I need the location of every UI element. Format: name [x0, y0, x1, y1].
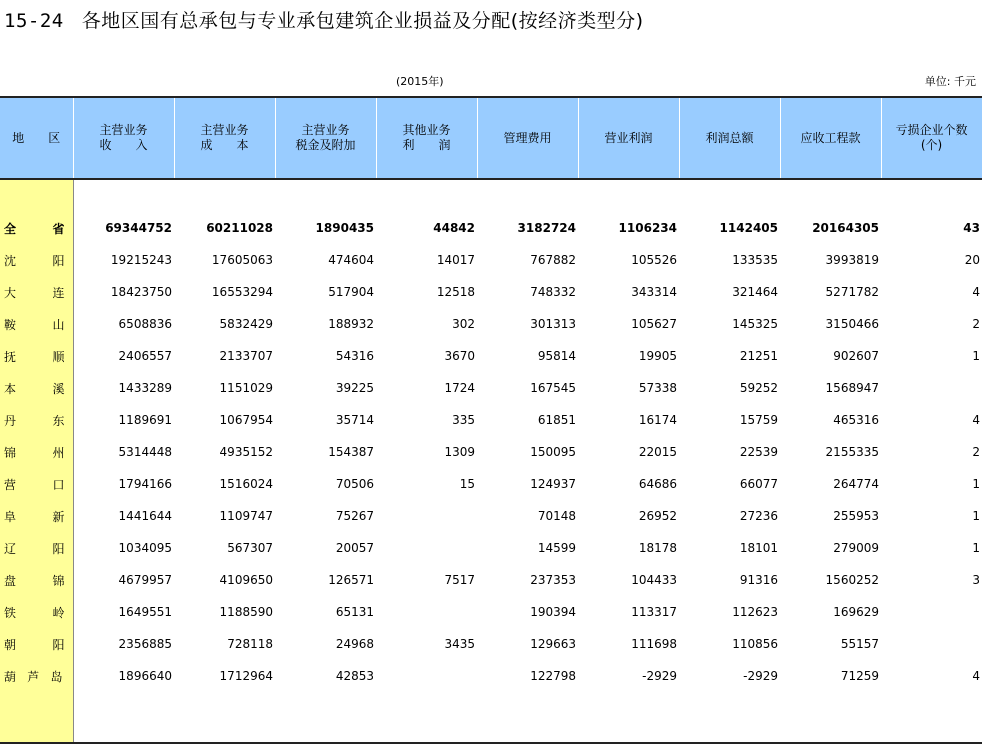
- value-cell: 190394: [530, 605, 576, 619]
- column-header-9: [881, 97, 982, 179]
- value-cell: 1309: [444, 445, 475, 459]
- value-cell: 1: [972, 541, 980, 555]
- table-row: [0, 660, 982, 692]
- value-cell: 3150466: [825, 317, 879, 331]
- value-cell: [881, 628, 982, 660]
- value-cell: 24968: [335, 637, 374, 651]
- year-label: (2015年): [396, 75, 444, 88]
- table-row: [0, 564, 982, 596]
- value-cell: 169629: [833, 605, 879, 619]
- table-row: [0, 532, 982, 564]
- column-header-line1: 其他业务: [402, 123, 451, 137]
- value-cell: 2406557: [118, 349, 172, 363]
- column-header-5: [477, 97, 578, 179]
- value-cell: 2: [972, 445, 980, 459]
- value-cell: 14599: [537, 541, 576, 555]
- value-cell: [881, 372, 982, 404]
- value-cell: 343314: [631, 285, 677, 299]
- value-cell: 110856: [732, 637, 778, 651]
- value-cell: 4: [972, 285, 980, 299]
- value-cell: [376, 532, 477, 564]
- value-cell: 20057: [335, 541, 374, 555]
- table-title: 各地区国有总承包与专业承包建筑企业损益及分配(按经济类型分): [81, 10, 644, 32]
- value-cell: 17605063: [211, 253, 273, 267]
- column-header-line1: 利润总额: [705, 130, 754, 145]
- value-cell: 1516024: [219, 477, 273, 491]
- value-cell: 55157: [840, 637, 879, 651]
- spacer-cell: [376, 692, 477, 743]
- value-cell: 6508836: [118, 317, 172, 331]
- value-cell: 1067954: [219, 413, 273, 427]
- column-header-region: [0, 97, 73, 179]
- value-cell: 16553294: [211, 285, 273, 299]
- value-cell: 35714: [335, 413, 374, 427]
- column-header-7: [679, 97, 780, 179]
- table-row: [0, 596, 982, 628]
- value-cell: 517904: [328, 285, 374, 299]
- value-cell: 167545: [530, 381, 576, 395]
- value-cell: 133535: [732, 253, 778, 267]
- value-cell: 66077: [739, 477, 778, 491]
- region-cell: 辽阳: [0, 532, 73, 564]
- total-row: [0, 212, 982, 244]
- value-cell: 27236: [739, 509, 778, 523]
- value-cell: [376, 500, 477, 532]
- spacer-cell: [174, 179, 275, 212]
- region-cell: 丹东: [0, 404, 73, 436]
- value-cell: 75267: [335, 509, 374, 523]
- page-title: [4, 6, 644, 33]
- value-cell: 22015: [638, 445, 677, 459]
- table-row: [0, 500, 982, 532]
- value-cell: 71259: [840, 669, 879, 683]
- value-cell: 20164305: [812, 221, 879, 235]
- value-cell: 567307: [227, 541, 273, 555]
- value-cell: 150095: [530, 445, 576, 459]
- value-cell: 15: [459, 477, 475, 491]
- value-cell: 301313: [530, 317, 576, 331]
- value-cell: 19215243: [110, 253, 172, 267]
- value-cell: 465316: [833, 413, 879, 427]
- spacer-cell: [73, 179, 174, 212]
- value-cell: 1794166: [118, 477, 172, 491]
- value-cell: 124937: [530, 477, 576, 491]
- column-header-line1: 主营业务: [99, 123, 148, 137]
- spacer-cell: [578, 692, 679, 743]
- column-header-8: [780, 97, 881, 179]
- value-cell: 129663: [530, 637, 576, 651]
- spacer-cell: [275, 692, 376, 743]
- spacer-cell: [0, 179, 73, 212]
- table-body: [0, 179, 982, 743]
- value-cell: 43: [963, 221, 980, 235]
- value-cell: 20: [964, 253, 980, 267]
- value-cell: 16174: [638, 413, 677, 427]
- region-cell: 营口: [0, 468, 73, 500]
- value-cell: 111698: [631, 637, 677, 651]
- value-cell: 2: [972, 317, 980, 331]
- value-cell: 2133707: [219, 349, 273, 363]
- value-cell: 145325: [732, 317, 778, 331]
- value-cell: 1441644: [118, 509, 172, 523]
- value-cell: [376, 660, 477, 692]
- spacer-cell: [881, 179, 982, 212]
- value-cell: 4935152: [219, 445, 273, 459]
- value-cell: 15759: [739, 413, 778, 427]
- value-cell: 302: [452, 317, 475, 331]
- value-cell: 70148: [537, 509, 576, 523]
- column-header-line2: (个): [920, 138, 943, 152]
- value-cell: 57338: [638, 381, 677, 395]
- value-cell: 1560252: [825, 573, 879, 587]
- value-cell: -2929: [743, 669, 778, 683]
- value-cell: 1649551: [118, 605, 172, 619]
- value-cell: 1712964: [219, 669, 273, 683]
- region-cell: 沈阳: [0, 244, 73, 276]
- column-header-4: [376, 97, 477, 179]
- value-cell: 2155335: [825, 445, 879, 459]
- table-number: 15-24: [4, 10, 64, 32]
- value-cell: 26952: [638, 509, 677, 523]
- data-table: [0, 96, 982, 744]
- value-cell: 69344752: [105, 221, 172, 235]
- table-row: [0, 276, 982, 308]
- spacer-cell: [477, 692, 578, 743]
- value-cell: 5314448: [118, 445, 172, 459]
- header-row: [0, 97, 982, 179]
- value-cell: 4: [972, 669, 980, 683]
- spacer-cell: [0, 692, 73, 743]
- region-cell: 盘锦: [0, 564, 73, 596]
- table-row: [0, 372, 982, 404]
- value-cell: 1: [972, 349, 980, 363]
- column-header-line1: 管理费用: [503, 130, 552, 145]
- region-cell: 本溪: [0, 372, 73, 404]
- value-cell: 767882: [530, 253, 576, 267]
- column-header-6: [578, 97, 679, 179]
- value-cell: 1568947: [825, 381, 879, 395]
- value-cell: 255953: [833, 509, 879, 523]
- value-cell: 4109650: [219, 573, 273, 587]
- region-cell: 葫芦岛: [0, 660, 73, 692]
- column-header-line1: 主营业务: [301, 123, 350, 137]
- table-row: [0, 244, 982, 276]
- region-cell: 大连: [0, 276, 73, 308]
- column-header-3: [275, 97, 376, 179]
- value-cell: 474604: [328, 253, 374, 267]
- value-cell: [881, 596, 982, 628]
- table-row: [0, 308, 982, 340]
- table-row: [0, 436, 982, 468]
- value-cell: 126571: [328, 573, 374, 587]
- value-cell: 64686: [638, 477, 677, 491]
- value-cell: 19905: [638, 349, 677, 363]
- value-cell: 5832429: [219, 317, 273, 331]
- value-cell: 122798: [530, 669, 576, 683]
- value-cell: 60211028: [206, 221, 273, 235]
- region-cell: 朝阳: [0, 628, 73, 660]
- value-cell: 70506: [335, 477, 374, 491]
- value-cell: 42853: [335, 669, 374, 683]
- region-cell: 抚顺: [0, 340, 73, 372]
- value-cell: 112623: [732, 605, 778, 619]
- spacer-cell: [477, 179, 578, 212]
- spacer-cell: [275, 179, 376, 212]
- value-cell: 728118: [227, 637, 273, 651]
- column-header-line2: 利 润: [402, 138, 451, 152]
- value-cell: 65131: [335, 605, 374, 619]
- value-cell: [376, 596, 477, 628]
- table-row: [0, 404, 982, 436]
- value-cell: 1034095: [118, 541, 172, 555]
- value-cell: 7517: [444, 573, 475, 587]
- value-cell: 18101: [739, 541, 778, 555]
- region-cell: 铁岭: [0, 596, 73, 628]
- column-header-line2: 收 入: [99, 138, 148, 152]
- value-cell: 188932: [328, 317, 374, 331]
- column-header-line1: 应收工程款: [800, 130, 861, 145]
- value-cell: 1: [972, 477, 980, 491]
- value-cell: 264774: [833, 477, 879, 491]
- region-cell: 锦州: [0, 436, 73, 468]
- value-cell: 5271782: [825, 285, 879, 299]
- value-cell: 104433: [631, 573, 677, 587]
- value-cell: 61851: [537, 413, 576, 427]
- value-cell: 3435: [444, 637, 475, 651]
- unit-label: 单位: 千元: [924, 75, 976, 88]
- value-cell: 1896640: [118, 669, 172, 683]
- table-row: [0, 340, 982, 372]
- value-cell: 4: [972, 413, 980, 427]
- value-cell: 44842: [433, 221, 475, 235]
- value-cell: 321464: [732, 285, 778, 299]
- value-cell: 113317: [631, 605, 677, 619]
- value-cell: 748332: [530, 285, 576, 299]
- value-cell: 1189691: [118, 413, 172, 427]
- value-cell: 1106234: [618, 221, 677, 235]
- value-cell: 237353: [530, 573, 576, 587]
- region-cell: 阜新: [0, 500, 73, 532]
- value-cell: 902607: [833, 349, 879, 363]
- spacer-cell: [376, 179, 477, 212]
- region-cell: 全省: [0, 212, 73, 244]
- value-cell: 3670: [444, 349, 475, 363]
- value-cell: 1142405: [719, 221, 778, 235]
- value-cell: 105526: [631, 253, 677, 267]
- value-cell: 1109747: [219, 509, 273, 523]
- value-cell: 154387: [328, 445, 374, 459]
- column-header-2: [174, 97, 275, 179]
- spacer-row: [0, 692, 982, 743]
- value-cell: 1433289: [118, 381, 172, 395]
- table-row: [0, 628, 982, 660]
- column-header-line2: 税金及附加: [295, 138, 356, 152]
- value-cell: 105627: [631, 317, 677, 331]
- column-header-line1: 亏损企业个数: [895, 123, 968, 137]
- value-cell: 18178: [638, 541, 677, 555]
- spacer-cell: [780, 692, 881, 743]
- spacer-cell: [780, 179, 881, 212]
- value-cell: 1: [972, 509, 980, 523]
- value-cell: 279009: [833, 541, 879, 555]
- value-cell: 3: [972, 573, 980, 587]
- value-cell: 2356885: [118, 637, 172, 651]
- value-cell: 3182724: [517, 221, 576, 235]
- spacer-cell: [73, 692, 174, 743]
- value-cell: 1890435: [315, 221, 374, 235]
- spacer-cell: [174, 692, 275, 743]
- value-cell: 1188590: [219, 605, 273, 619]
- value-cell: 95814: [537, 349, 576, 363]
- value-cell: 12518: [436, 285, 475, 299]
- column-header-line2: 成 本: [200, 138, 249, 152]
- value-cell: 1724: [444, 381, 475, 395]
- spacer-cell: [881, 692, 982, 743]
- value-cell: 3993819: [825, 253, 879, 267]
- value-cell: 22539: [739, 445, 778, 459]
- value-cell: 4679957: [118, 573, 172, 587]
- spacer-cell: [679, 179, 780, 212]
- column-header-line1: 营业利润: [604, 130, 653, 145]
- value-cell: -2929: [642, 669, 677, 683]
- spacer-cell: [578, 179, 679, 212]
- value-cell: 21251: [739, 349, 778, 363]
- value-cell: 1151029: [219, 381, 273, 395]
- value-cell: 14017: [436, 253, 475, 267]
- column-header-line1: 地 区: [12, 130, 61, 145]
- region-cell: 鞍山: [0, 308, 73, 340]
- table-row: [0, 468, 982, 500]
- value-cell: 335: [452, 413, 475, 427]
- value-cell: 59252: [739, 381, 778, 395]
- column-header-line1: 主营业务: [200, 123, 249, 137]
- spacer-row: [0, 179, 982, 212]
- value-cell: 54316: [335, 349, 374, 363]
- column-header-1: [73, 97, 174, 179]
- value-cell: 91316: [739, 573, 778, 587]
- spacer-cell: [679, 692, 780, 743]
- value-cell: 39225: [335, 381, 374, 395]
- value-cell: 18423750: [110, 285, 172, 299]
